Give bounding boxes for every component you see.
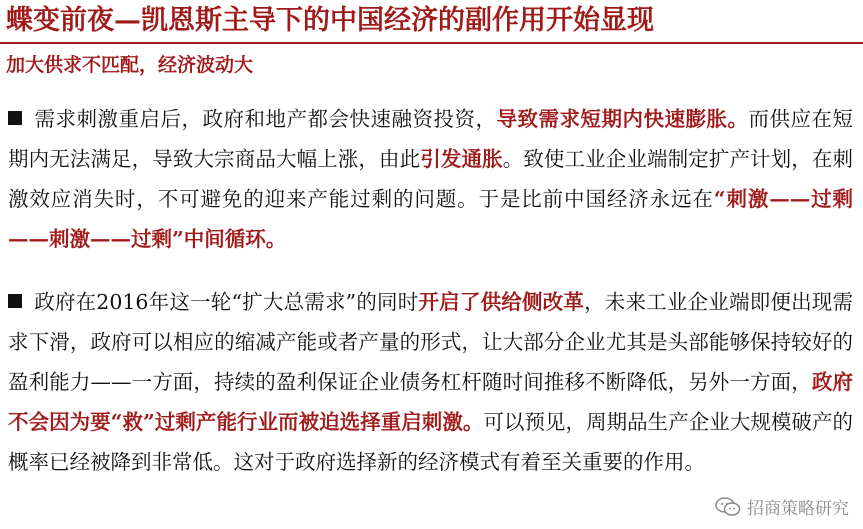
bullet1-text-1: 需求刺激重启后，政府和地产都会快速融资投资， [34,107,497,131]
watermark-text: 招商策略研究 [747,499,849,519]
bullet-paragraph-2 [8,282,853,482]
bullet2-highlight-1: 开启了供给侧改革 [418,290,585,314]
bullet2-text-3: 可以预见，周期品生产企业大规模破产的概率已经被降到非常低。这对于政府选择新的经济模式有着至关重要的作用。 [8,410,853,474]
slide-title: 蝶变前夜—凯恩斯主导下的中国经济的副作用开始显现 [6,5,654,36]
slide-subtitle: 加大供求不匹配，经济波动大 [6,54,254,76]
bullet2-text-1: 政府在2016年这一轮“扩大总需求”的同时 [34,290,419,314]
watermark [711,494,853,519]
bullet2-text-2: ，未来工业企业端即便出现需求下滑，政府可以相应的缩减产能或者产量的形式，让大部分企业尤其是头部能够保持较好的盈利能力——一方面，持续的盈利保证企业债务杠杆随时间推移不断降低，另外一方面， [8,290,854,394]
bullet2-highlight-2: 政府不会因为要“救”过剩产能行业而被迫选择重启刺激。 [8,370,854,434]
bullet1-highlight-1: 导致需求短期内快速膨胀。 [496,107,749,131]
bullet1-highlight-2: 引发通胀 [420,147,503,171]
square-bullet-icon [8,111,22,125]
bullet1-text-3: 。致使工业企业端制定扩产计划，在刺激效应消失时，不可避免的迎来产能过剩的问题。于是比前中国经济永远在 [8,147,854,211]
bullet1-text-2: 而供应在短期内无法满足，导致大宗商品大幅上涨，由此 [8,107,853,171]
square-bullet-icon [8,294,22,308]
bullet1-highlight-3: “刺激——过剩——刺激——过剩”中间循环。 [8,187,854,251]
bullet-paragraph-1 [8,99,853,259]
title-divider [0,42,863,44]
wechat-icon [715,497,741,517]
